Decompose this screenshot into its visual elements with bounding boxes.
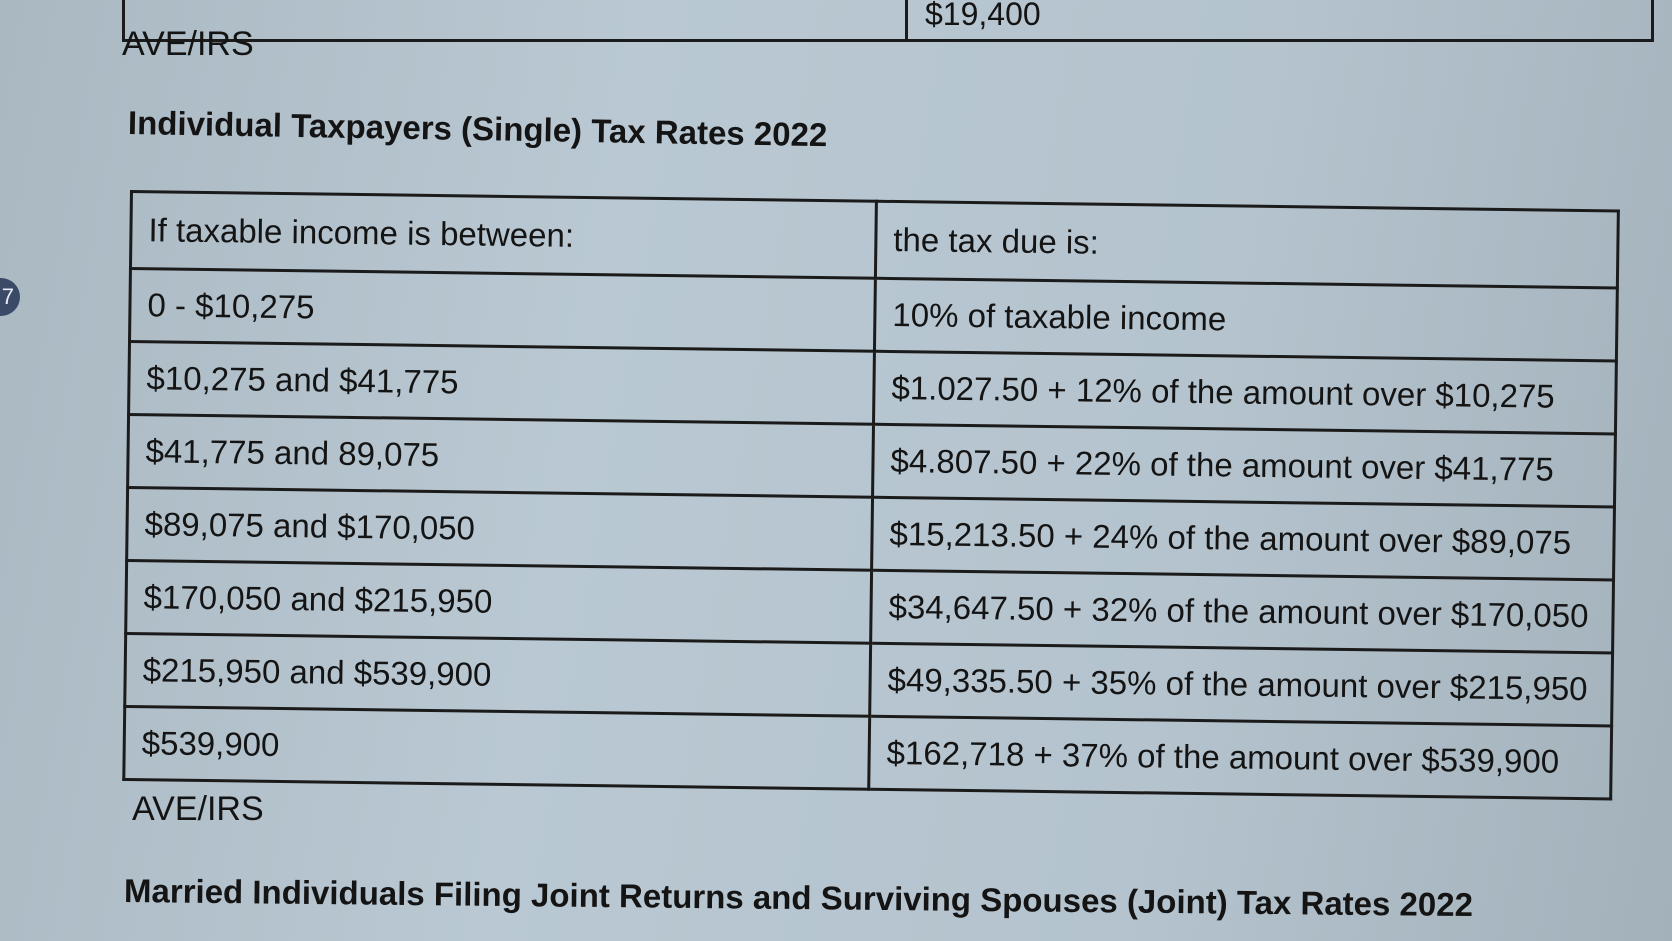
income-range-cell: $41,775 and 89,075 — [128, 415, 874, 498]
source-note: AVE/IRS — [132, 790, 264, 828]
tax-due-cell: $34,647.50 + 32% of the amount over $170,050 — [871, 570, 1614, 653]
tax-due-cell: 10% of taxable income — [874, 278, 1617, 361]
income-range-cell: $10,275 and $41,775 — [129, 342, 875, 425]
tax-due-cell: $4.807.50 + 22% of the amount over $41,775 — [873, 424, 1616, 507]
tax-due-cell: $49,335.50 + 35% of the amount over $215,950 — [870, 643, 1613, 726]
header-income-range: If taxable income is between: — [130, 192, 876, 279]
header-tax-due: the tax due is: — [875, 201, 1618, 288]
single-tax-rates-title: Individual Taxpayers (Single) Tax Rates 2022 — [127, 104, 828, 154]
income-range-cell: $215,950 and $539,900 — [125, 633, 871, 716]
income-range-cell: $539,900 — [124, 706, 870, 789]
table-cell-value: $19,400 — [925, 0, 1041, 32]
single-tax-rates-table — [122, 190, 1620, 800]
joint-tax-rates-title: Married Individuals Filing Joint Returns and Surviving Spouses (Joint) Tax Rates 2022 — [123, 872, 1474, 924]
tax-due-cell: $15,213.50 + 24% of the amount over $89,075 — [872, 497, 1615, 580]
table-column-divider — [905, 0, 908, 39]
income-range-cell: 0 - $10,275 — [130, 269, 876, 352]
source-note: AVE/IRS — [122, 25, 254, 63]
tax-due-cell: $1.027.50 + 12% of the amount over $10,275 — [873, 351, 1616, 434]
notification-badge[interactable]: 7 — [0, 278, 20, 316]
income-range-cell: $89,075 and $170,050 — [127, 487, 873, 570]
income-range-cell: $170,050 and $215,950 — [126, 560, 872, 643]
previous-table-fragment — [122, 0, 1654, 42]
tax-due-cell: $162,718 + 37% of the amount over $539,900 — [869, 716, 1612, 799]
